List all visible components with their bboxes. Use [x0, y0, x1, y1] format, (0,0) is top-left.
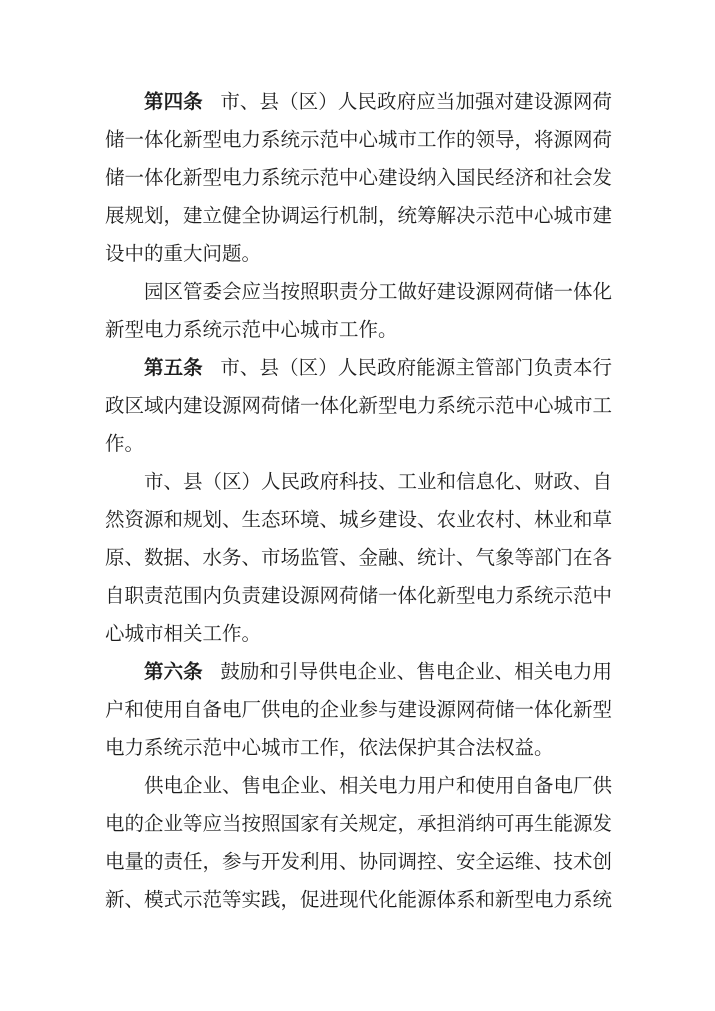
- paragraph-article-4: [105, 83, 612, 273]
- article-number: 第五条: [144, 357, 203, 379]
- paragraph-text: 鼓励和引导供电企业、售电企业、相关电力用户和使用自备电厂供电的企业参与建设源网荷储一体化新型电力系统示范中心城市工作，依法保护其合法权益。: [105, 661, 613, 759]
- paragraph-departments: [105, 463, 612, 653]
- paragraph-text: 园区管委会应当按照职责分工做好建设源网荷储一体化新型电力系统示范中心城市工作。: [105, 281, 613, 341]
- paragraph-text: 市、县（区）人民政府能源主管部门负责本行政区域内建设源网荷储一体化新型电力系统示范中心城市工作。: [105, 357, 613, 455]
- paragraph-enterprises: [105, 767, 612, 919]
- article-number: 第四条: [144, 91, 203, 113]
- paragraph-article-5: [105, 349, 612, 463]
- article-number: 第六条: [144, 661, 203, 683]
- paragraph-text: 市、县（区）人民政府科技、工业和信息化、财政、自然资源和规划、生态环境、城乡建设、农业农村、林业和草原、数据、水务、市场监管、金融、统计、气象等部门在各自职责范围内负责建设源网荷储一体化新型电力系统示范中心城市相关工作。: [105, 471, 613, 645]
- paragraph-text: 市、县（区）人民政府应当加强对建设源网荷储一体化新型电力系统示范中心城市工作的领导，将源网荷储一体化新型电力系统示范中心建设纳入国民经济和社会发展规划，建立健全协调运行机制，统筹解决示范中心城市建设中的重大问题。: [105, 91, 613, 265]
- paragraph-text: 供电企业、售电企业、相关电力用户和使用自备电厂供电的企业等应当按照国家有关规定，承担消纳可再生能源发电量的责任，参与开发利用、协同调控、安全运维、技术创新、模式示范等实践，促进现代化能源体系和新型电力系统: [105, 775, 613, 911]
- paragraph-article-6: [105, 653, 612, 767]
- paragraph-park-committee: [105, 273, 612, 349]
